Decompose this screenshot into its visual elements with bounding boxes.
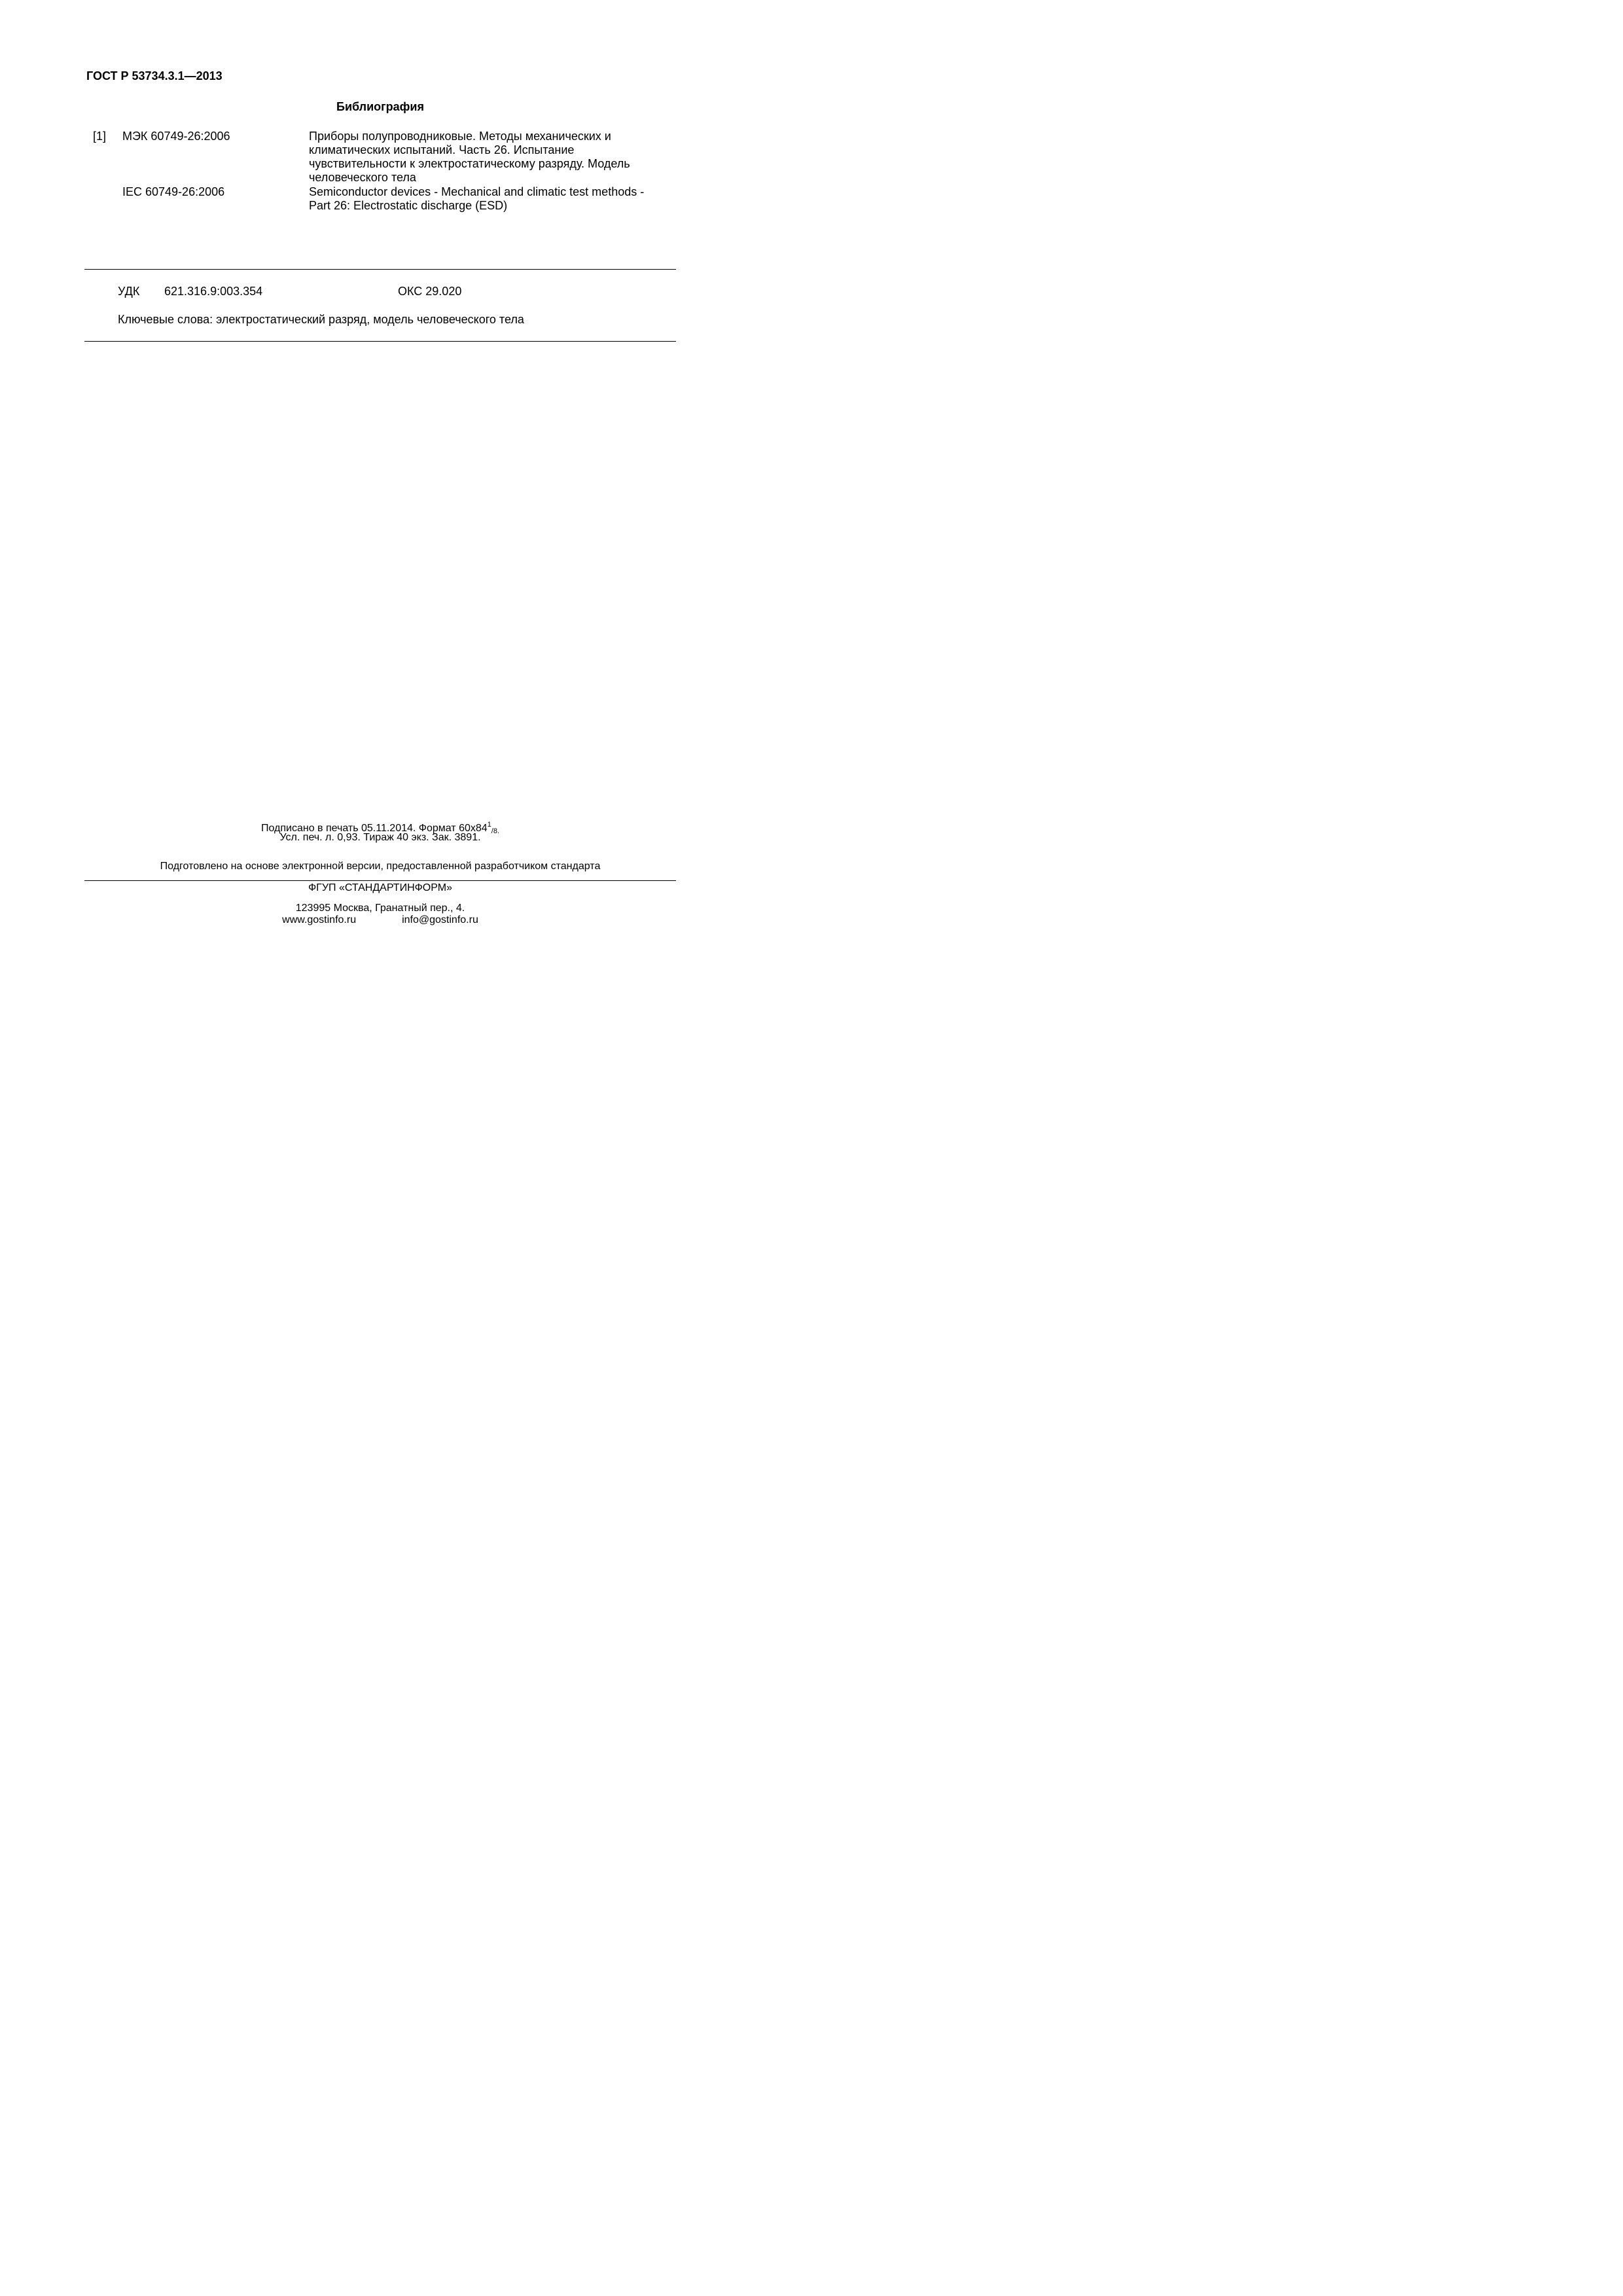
imprint-signed-text: Подписано в печать 05.11.2014. Формат 60x84 xyxy=(260,823,488,834)
format-superscript: 1 xyxy=(487,821,491,829)
prepared-note: Подготовлено на основе электронной версии, предоставленной разработчиком стандарта xyxy=(160,861,601,872)
oks-code: ОКС 29.020 xyxy=(398,285,462,298)
divider-top xyxy=(84,269,676,270)
reference-title-ru xyxy=(309,130,675,185)
format-end: . xyxy=(497,827,500,835)
reference-title-ru-line: климатических испытаний. Часть 26. Испытание xyxy=(309,143,575,156)
reference-standard-en: IEC 60749-26:2006 xyxy=(122,185,225,198)
reference-title-ru-line: Приборы полупроводниковые. Методы механических и xyxy=(309,130,611,143)
reference-title-ru-line: человеческого тела xyxy=(309,171,416,184)
website-link[interactable]: www.gostinfo.ru xyxy=(282,914,357,925)
divider-bottom xyxy=(84,341,676,342)
divider-publisher xyxy=(84,880,676,881)
bibliography-title: Библиография xyxy=(336,100,424,113)
keywords: Ключевые слова: электростатический разряд, модель человеческого тела xyxy=(118,313,524,326)
email-link[interactable]: info@gostinfo.ru xyxy=(402,914,478,925)
reference-number: [1] xyxy=(93,130,107,143)
reference-title-ru-line: чувствительности к электростатическому разряду. Модель xyxy=(309,157,630,170)
format-subscript: /8 xyxy=(491,827,497,835)
imprint-print-details: Усл. печ. л. 0,93. Тираж 40 экз. Зак. 3891. xyxy=(279,832,481,843)
reference-title-en xyxy=(309,185,675,213)
publisher-address: 123995 Москва, Гранатный пер., 4. xyxy=(295,903,465,914)
document-code: ГОСТ Р 53734.3.1—2013 xyxy=(86,69,223,82)
udk-label: УДК xyxy=(118,285,140,298)
publisher-name: ФГУП «СТАНДАРТИНФОРМ» xyxy=(308,882,452,893)
publisher-contacts xyxy=(0,914,760,927)
reference-title-en-line: Part 26: Electrostatic discharge (ESD) xyxy=(309,199,508,212)
udk-value: 621.316.9:003.354 xyxy=(164,285,263,298)
reference-title-en-line: Semiconductor devices - Mechanical and climatic test methods - xyxy=(309,185,645,198)
reference-standard-ru: МЭК 60749-26:2006 xyxy=(122,130,230,143)
